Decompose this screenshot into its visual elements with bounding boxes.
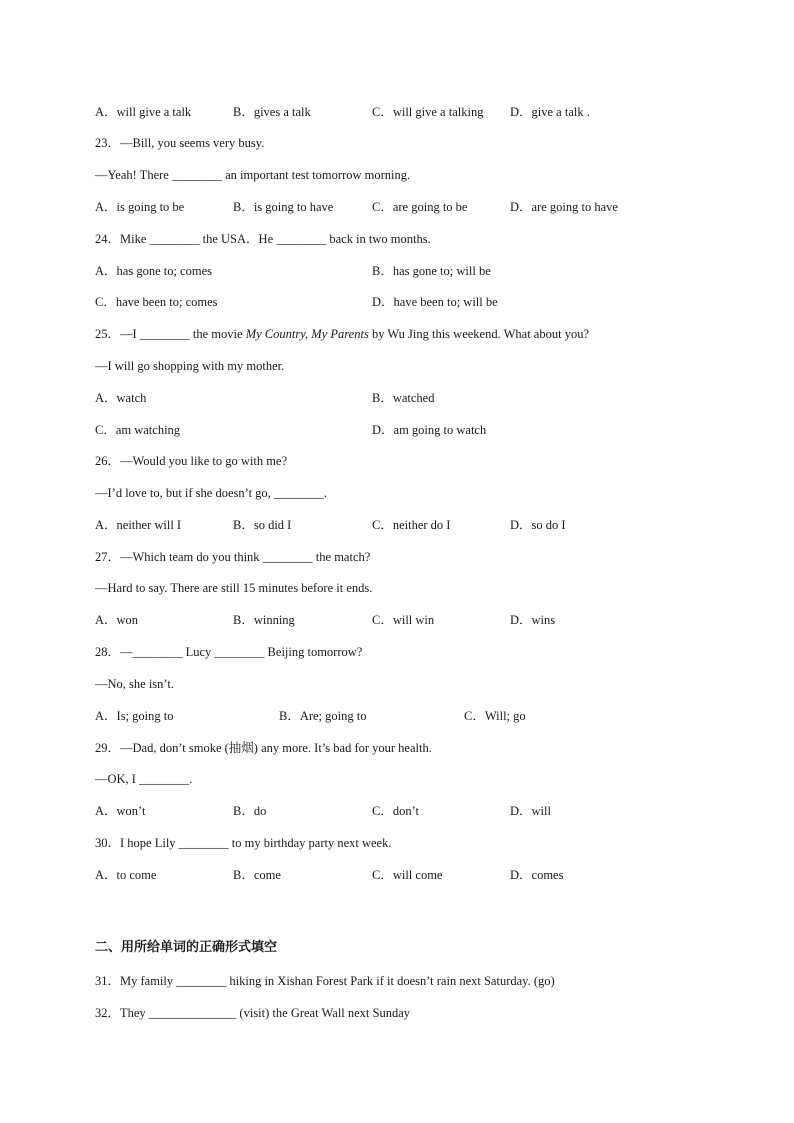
q25-reply: —I will go shopping with my mother. bbox=[95, 359, 285, 373]
q29-option-c: C．don’t bbox=[372, 804, 419, 818]
q28-stem: 28．—________ Lucy ________ Beijing tomorrow? bbox=[95, 645, 363, 659]
q30-option-c: C．will come bbox=[372, 868, 443, 882]
q25-option-a: A．watch bbox=[95, 391, 147, 405]
q31-stem: 31．My family ________ hiking in Xishan Forest Park if it doesn’t rain next Saturday. (go) bbox=[95, 974, 555, 988]
q25-stem-before: 25．—I ________ the movie bbox=[95, 327, 246, 341]
q30-option-a: A．to come bbox=[95, 868, 157, 882]
q24-stem: 24．Mike ________ the USA．He ________ back in two months. bbox=[95, 232, 431, 246]
q25-movie-title: My Country, My Parents bbox=[245, 327, 369, 341]
q23-option-b: B．is going to have bbox=[233, 200, 334, 214]
q22-option-c: C．will give a talking bbox=[372, 105, 484, 119]
q26-option-a: A．neither will I bbox=[95, 518, 182, 532]
q29-option-d: D．will bbox=[510, 804, 551, 818]
q26-reply: —I’d love to, but if she doesn’t go, ________. bbox=[95, 486, 328, 500]
q28-option-a: A．Is; going to bbox=[95, 709, 174, 723]
q27-stem: 27．—Which team do you think ________ the match? bbox=[95, 550, 371, 564]
q29-option-a: A．won’t bbox=[95, 804, 146, 818]
q24-option-c: C．have been to; comes bbox=[95, 295, 218, 309]
q25-stem-after: by Wu Jing this weekend. What about you? bbox=[368, 327, 590, 341]
q22-option-d: D．give a talk . bbox=[510, 105, 590, 119]
q28-option-c: C．Will; go bbox=[464, 709, 526, 723]
q30-option-d: D．comes bbox=[510, 868, 564, 882]
q27-option-c: C．will win bbox=[372, 613, 435, 627]
q23-reply: —Yeah! There ________ an important test tomorrow morning. bbox=[95, 168, 411, 182]
q23-option-c: C．are going to be bbox=[372, 200, 468, 214]
q30-stem: 30．I hope Lily ________ to my birthday party next week. bbox=[95, 836, 392, 850]
q26-stem: 26．—Would you like to go with me? bbox=[95, 454, 288, 468]
q23-stem: 23．—Bill, you seems very busy. bbox=[95, 136, 265, 150]
q29-option-b: B．do bbox=[233, 804, 267, 818]
q26-option-c: C．neither do I bbox=[372, 518, 451, 532]
q22-option-a: A．will give a talk bbox=[95, 105, 192, 119]
q26-option-b: B．so did I bbox=[233, 518, 292, 532]
q23-option-d: D．are going to have bbox=[510, 200, 618, 214]
q25-option-b: B．watched bbox=[372, 391, 435, 405]
q27-option-d: D．wins bbox=[510, 613, 556, 627]
q22-option-b: B．gives a talk bbox=[233, 105, 311, 119]
q26-option-d: D．so do I bbox=[510, 518, 566, 532]
section-heading: 二、用所给单词的正确形式填空 bbox=[95, 940, 278, 955]
q25-option-d: D．am going to watch bbox=[372, 423, 487, 437]
q25-stem bbox=[95, 326, 589, 342]
q30-option-b: B．come bbox=[233, 868, 281, 882]
q27-option-b: B．winning bbox=[233, 613, 295, 627]
q29-stem: 29．—Dad, don’t smoke (抽烟) any more. It’s bad for your health. bbox=[95, 741, 432, 755]
q28-option-b: B．Are; going to bbox=[279, 709, 367, 723]
q24-option-b: B．has gone to; will be bbox=[372, 264, 491, 278]
q24-option-a: A．has gone to; comes bbox=[95, 264, 212, 278]
q25-option-c: C．am watching bbox=[95, 423, 181, 437]
q27-option-a: A．won bbox=[95, 613, 139, 627]
q28-reply: —No, she isn’t. bbox=[95, 677, 174, 691]
q32-stem: 32．They ______________ (visit) the Great Wall next Sunday bbox=[95, 1006, 411, 1020]
q29-reply: —OK, I ________. bbox=[95, 772, 193, 786]
q27-reply: —Hard to say. There are still 15 minutes before it ends. bbox=[95, 581, 373, 595]
q24-option-d: D．have been to; will be bbox=[372, 295, 498, 309]
q23-option-a: A．is going to be bbox=[95, 200, 185, 214]
